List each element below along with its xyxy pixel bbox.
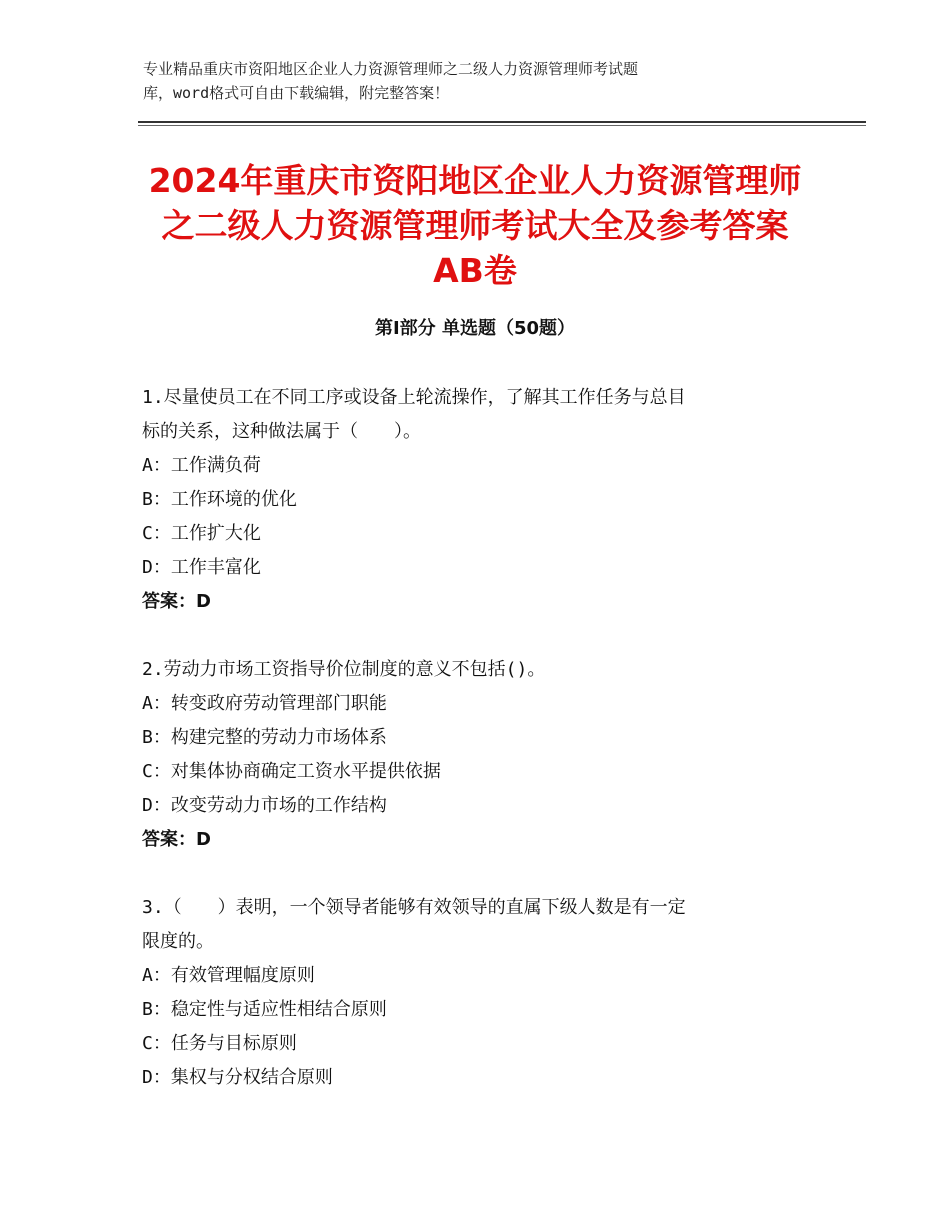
document-title-line-2: 之二级人力资源管理师考试大全及参考答案	[161, 206, 789, 245]
question-stem: 限度的。	[142, 931, 214, 952]
option-c: C：工作扩大化	[142, 523, 261, 544]
option-d: D：改变劳动力市场的工作结构	[142, 795, 387, 816]
option-a: A：转变政府劳动管理部门职能	[142, 693, 387, 714]
document-title-line-1: 2024年重庆市资阳地区企业人力资源管理师	[148, 161, 802, 200]
option-b: B：稳定性与适应性相结合原则	[142, 999, 387, 1020]
option-c: C：对集体协商确定工资水平提供依据	[142, 761, 441, 782]
header-divider-thick	[138, 121, 866, 123]
header-divider-thin	[138, 125, 866, 126]
option-c: C：任务与目标原则	[142, 1033, 297, 1054]
question-stem: 标的关系，这种做法属于（ ）。	[142, 421, 421, 442]
answer: 答案：D	[142, 591, 211, 612]
option-a: A：工作满负荷	[142, 455, 261, 476]
option-d: D：工作丰富化	[142, 557, 261, 578]
question-1	[142, 381, 822, 619]
question-3	[142, 891, 822, 1095]
question-stem: 1.尽量使员工在不同工序或设备上轮流操作，了解其工作任务与总目	[142, 387, 686, 408]
question-stem: 2.劳动力市场工资指导价位制度的意义不包括()。	[142, 659, 546, 680]
document-title-line-3: AB卷	[433, 251, 517, 290]
header-note	[143, 57, 783, 105]
answer: 答案：D	[142, 829, 211, 850]
option-b: B：工作环境的优化	[142, 489, 297, 510]
header-note-line-2: 库，word格式可自由下载编辑，附完整答案！	[143, 84, 450, 102]
section-heading: 第Ⅰ部分 单选题（50题）	[374, 318, 575, 339]
option-d: D：集权与分权结合原则	[142, 1067, 333, 1088]
question-2	[142, 653, 822, 857]
option-b: B：构建完整的劳动力市场体系	[142, 727, 387, 748]
option-a: A：有效管理幅度原则	[142, 965, 315, 986]
question-stem: 3.（ ）表明，一个领导者能够有效领导的直属下级人数是有一定	[142, 897, 686, 918]
document-title	[138, 158, 812, 293]
header-note-line-1: 专业精品重庆市资阳地区企业人力资源管理师之二级人力资源管理师考试题	[143, 60, 639, 78]
